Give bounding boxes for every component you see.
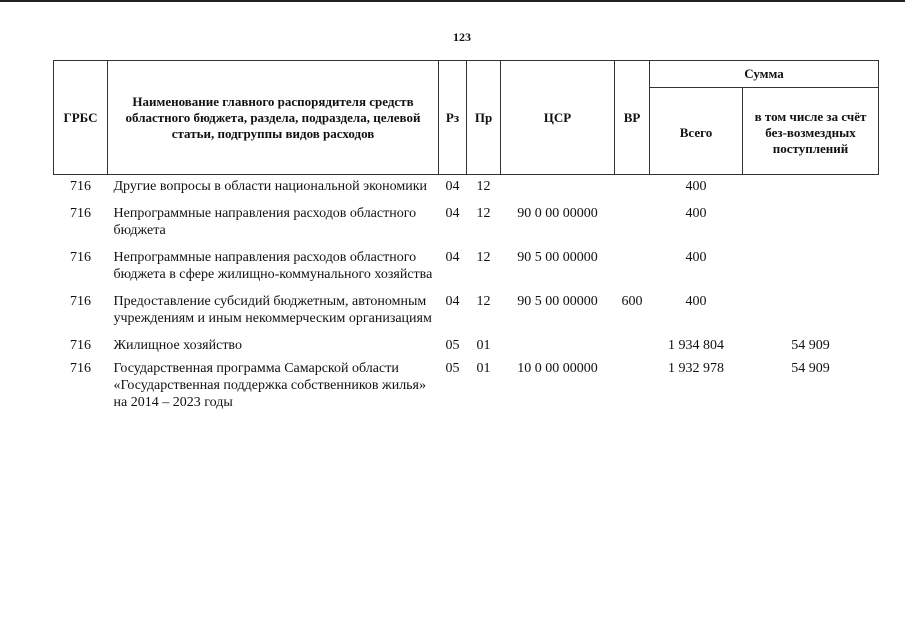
cell-free: 54 909 — [791, 361, 830, 376]
header-sum: Сумма — [650, 61, 879, 88]
budget-table — [53, 60, 879, 414]
cell-name: Предоставление субсидий бюджетным, автономным учреждениям и иным некоммерческим организациям — [113, 294, 432, 326]
cell-total: 1 932 978 — [668, 361, 724, 376]
table-row — [54, 334, 879, 357]
header-pr: Пр — [467, 61, 501, 175]
cell-csr: 10 0 00 00000 — [517, 361, 598, 376]
cell-vr: 600 — [621, 294, 643, 309]
cell-name: Непрограммные направления расходов областного бюджета — [113, 206, 417, 238]
cell-pr: 12 — [476, 179, 491, 194]
top-border-line — [0, 0, 905, 2]
cell-rz: 04 — [445, 250, 460, 265]
cell-total: 400 — [685, 250, 707, 265]
table-row — [54, 246, 879, 290]
cell-free: 54 909 — [791, 338, 830, 353]
table-body — [54, 175, 879, 415]
cell-rz: 04 — [445, 179, 460, 194]
cell-csr: 90 5 00 00000 — [517, 250, 598, 265]
cell-grbs: 716 — [70, 294, 91, 309]
cell-free — [743, 246, 879, 290]
header-vr: ВР — [615, 61, 650, 175]
cell-vr — [615, 357, 650, 414]
cell-pr: 12 — [476, 206, 491, 221]
header-total: Всего — [650, 88, 743, 175]
cell-name: Жилищное хозяйство — [113, 338, 242, 353]
header-grbs: ГРБС — [54, 61, 108, 175]
cell-grbs: 716 — [70, 179, 91, 194]
cell-csr — [501, 334, 615, 357]
page-number: 123 — [453, 30, 471, 44]
cell-name: Непрограммные направления расходов областного бюджета в сфере жилищно-коммунального хозяйства — [113, 250, 433, 282]
cell-csr: 90 5 00 00000 — [517, 294, 598, 309]
cell-vr — [615, 202, 650, 246]
cell-vr — [615, 175, 650, 203]
cell-grbs: 716 — [70, 250, 91, 265]
header-free: в том числе за счёт без-возмездных поступлений — [743, 88, 879, 175]
table-row — [54, 202, 879, 246]
cell-total: 400 — [685, 179, 707, 194]
cell-vr — [615, 334, 650, 357]
cell-rz: 04 — [445, 294, 460, 309]
table-header — [54, 61, 879, 175]
cell-rz: 05 — [445, 361, 460, 376]
cell-total: 1 934 804 — [668, 338, 724, 353]
cell-free — [743, 202, 879, 246]
cell-grbs: 716 — [70, 361, 91, 376]
cell-csr: 90 0 00 00000 — [517, 206, 598, 221]
cell-free — [743, 175, 879, 203]
cell-total: 400 — [685, 294, 707, 309]
cell-rz: 04 — [445, 206, 460, 221]
cell-pr: 01 — [476, 338, 491, 353]
cell-free — [743, 290, 879, 334]
cell-grbs: 716 — [70, 338, 91, 353]
header-name: Наименование главного распорядителя средств областного бюджета, раздела, подраздела, целевой статьи, подгруппы видов расходов — [108, 61, 439, 175]
table-row — [54, 290, 879, 334]
cell-pr: 12 — [476, 250, 491, 265]
cell-name: Государственная программа Самарской области «Государственная поддержка собственников жилья» на 2014 – 2023 годы — [113, 361, 426, 410]
table-row — [54, 175, 879, 203]
cell-total: 400 — [685, 206, 707, 221]
header-csr: ЦСР — [501, 61, 615, 175]
cell-grbs: 716 — [70, 206, 91, 221]
cell-name: Другие вопросы в области национальной экономики — [113, 179, 428, 194]
header-rz: Рз — [439, 61, 467, 175]
cell-csr — [501, 175, 615, 203]
cell-pr: 12 — [476, 294, 491, 309]
cell-rz: 05 — [445, 338, 460, 353]
cell-vr — [615, 246, 650, 290]
table-row — [54, 357, 879, 414]
cell-pr: 01 — [476, 361, 491, 376]
